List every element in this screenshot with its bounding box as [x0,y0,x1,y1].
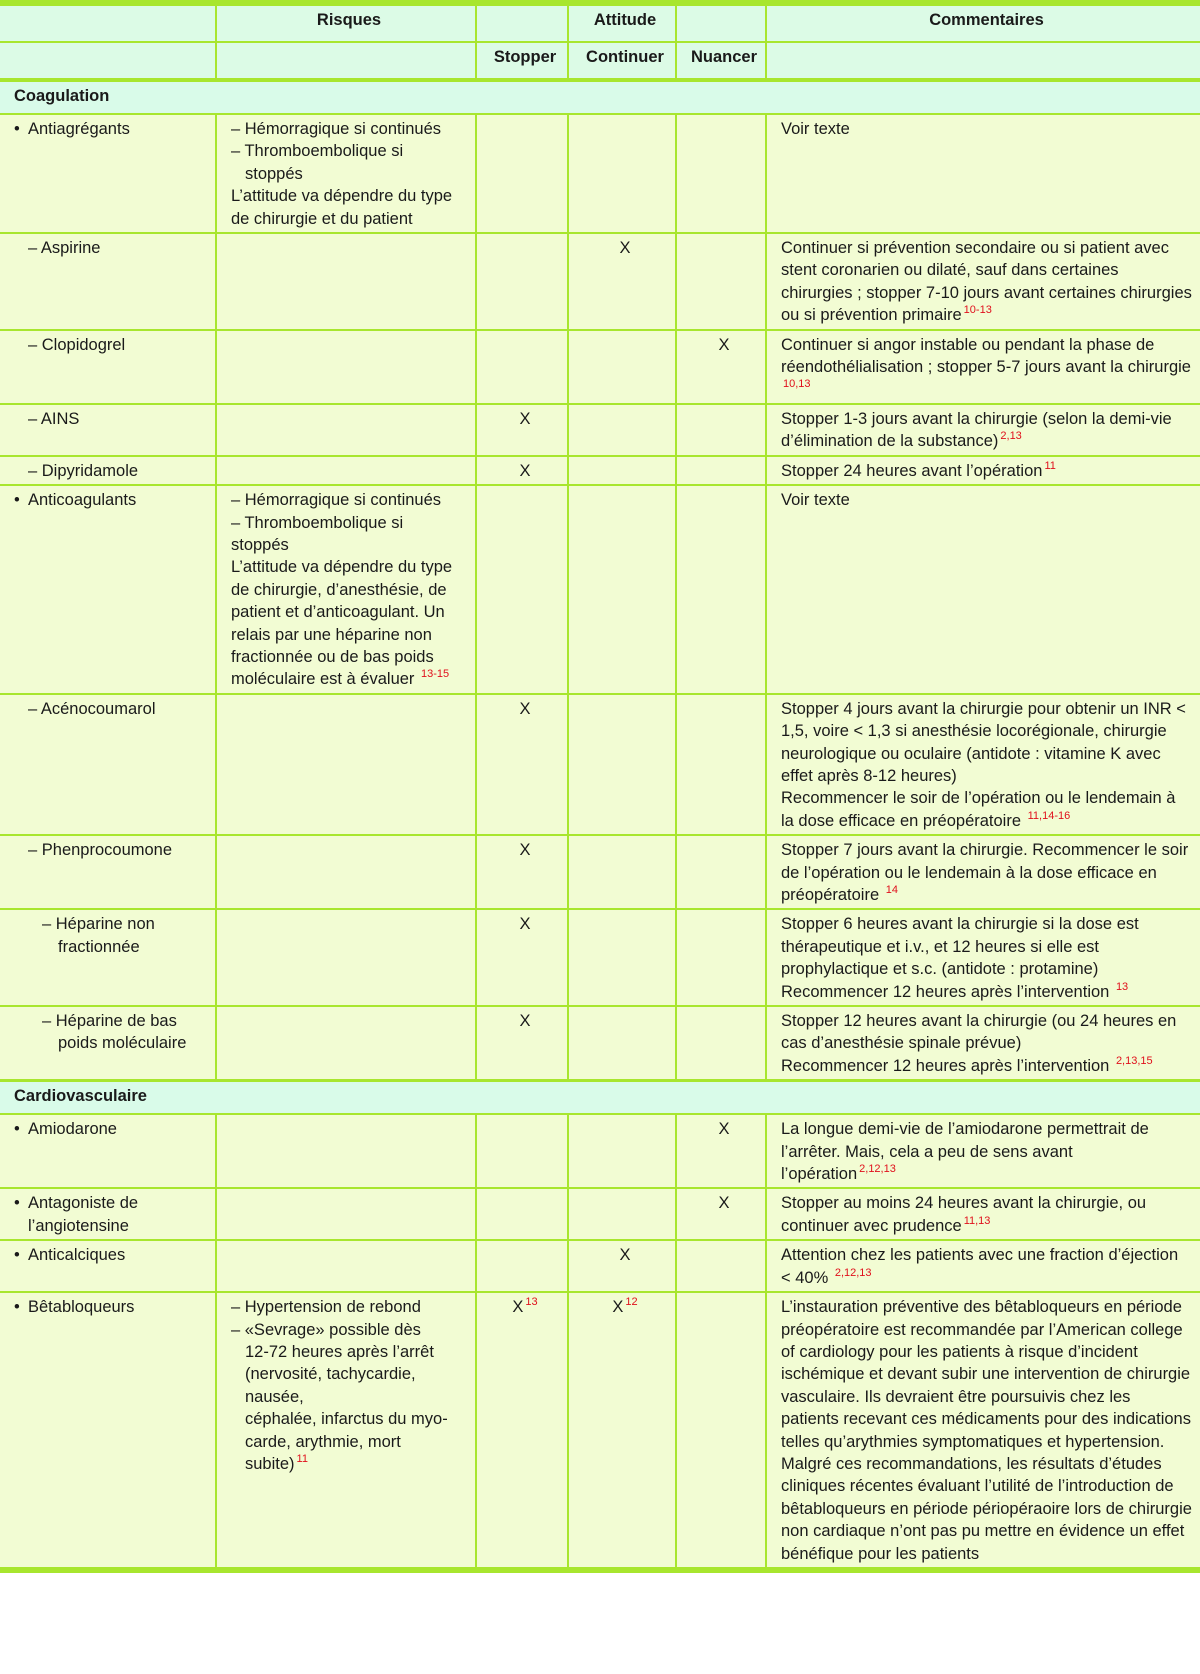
drug-name: Bêtabloqueurs [28,1298,135,1317]
reference-marker: 11 [296,1452,308,1465]
table-row [0,404,1200,456]
reference-marker: 2,12,13 [859,1163,896,1176]
comment-cell: Stopper 6 heures avant la chirurgie si la dose est thérapeutique et i.v., et 12 heures si elle est prophylactique et s.c. (antidote : protamine) Recommencer 12 heures après l’intervention $^{13}$ [766,909,1200,1006]
table-row [0,1188,1200,1240]
stop-mark: X [476,694,568,835]
continue-mark: X [612,1298,624,1317]
comment-cell: Continuer si prévention secondaire ou si patient avec stent coronarien ou dilaté, sauf dans certaines chirurgies ; stopper 7-10 jours avant certaines chirurgies ou si prévention primaire $^{10-13}$ [766,233,1200,330]
reference-marker: 2,12,13 [834,1266,872,1279]
table-row [0,114,1200,233]
reference-marker: 11,13 [963,1214,991,1227]
reference-marker: 13-15 [421,668,450,681]
comment-cell: Continuer si angor instable ou pendant la phase de réendothélialisation ; stopper 5-7 jours avant la chirurgie $^{10,13}$ [766,330,1200,404]
header-blank [0,3,216,42]
table-row [0,233,1200,330]
table-row [0,835,1200,909]
header-attitude: Attitude [568,3,676,42]
drug-name: Amiodarone [28,1120,117,1139]
header-risques: Risques [216,3,476,42]
section-title-coagulation: Coagulation [0,80,1200,114]
drug-name: – Aspirine [28,239,101,258]
table-row [0,1006,1200,1081]
table-row [0,694,1200,835]
stop-mark: X [476,404,568,456]
reference-marker: 2,13,15 [1115,1054,1153,1067]
nuance-mark: X [676,1114,766,1188]
table-row [0,1292,1200,1570]
bullet-icon: • [14,120,20,138]
comment-cell: L’instauration préventive des bêtabloqueurs en période préopératoire est recommandée par l’American college of cardiology pour les patients à risque d’incident ischémique et devant subir une intervention de chirurgie vasculaire. Ils devraient être poursuivis chez les patients recevant ces médicaments pour des indications telles qu’arythmies symptomatiques et hypertension. Malgré ces recommandations, les résultats d’études cliniques récentes évaluant l’utilité de l’introduction de bêtabloqueurs en période périopéraoire lors de chirurgie non cardiaque n’ont pas pu mettre en évidence un effet bénéfique pour les patients [766,1292,1200,1570]
header-blank-3 [676,3,766,42]
table-row [0,1240,1200,1292]
nuance-mark: X [676,1188,766,1240]
table-row [0,485,1200,694]
comment-cell: Stopper 24 heures avant l’opération $^{11}$ [766,456,1200,485]
bullet-icon: • [14,1298,20,1317]
risk-cell: – Hémorragique si continués – Thromboembolique si stoppés L’attitude va dépendre du type de chirurgie, d’anesthésie, de patient et d’anticoagulant. Un relais par une héparine non fractionnée ou de bas poids moléculaire est à évaluer $^{13-15}$ [216,485,476,694]
reference-marker: 10,13 [783,378,811,391]
drug-name: – Clopidogrel [28,335,126,354]
drug-name: – AINS [28,409,80,428]
drug-name: – Héparine non fractionnée [42,915,155,956]
comment-cell: Stopper au moins 24 heures avant la chirurgie, ou continuer avec prudence $^{11,13}$ [766,1188,1200,1240]
comment-cell: Stopper 1-3 jours avant la chirurgie (selon la demi-vie d’élimination de la substance) $^{2,13}$ [766,404,1200,456]
drug-name: – Acénocoumarol [28,699,156,718]
drug-name: – Dipyridamole [28,461,139,480]
header-commentaires: Commentaires [766,3,1200,42]
header-stopper: Stopper [476,42,568,80]
drug-name: Antiagrégants [28,120,130,138]
nuance-mark: X [676,330,766,404]
risk-cell: – Hypertension de rebond – «Sevrage» possible dès 12-72 heures après l’arrêt (nervosité, tachycardie, nausée, céphalée, infarctus du myo- carde, arythmie, mort subite) $^{11}$ [216,1292,476,1570]
comment-cell: La longue demi-vie de l’amiodarone permettrait de l’arrêter. Mais, cela a peu de sens avant l’opération $^{2,12,13}$ [766,1114,1200,1188]
reference-marker: 11 [1044,459,1056,472]
header-blank-2 [476,3,568,42]
drug-name: – Héparine de bas poids moléculaire [42,1012,187,1053]
drug-name: Antagoniste de l’angiotensine [28,1194,139,1235]
comment-cell: Voir texte [766,114,1200,233]
reference-marker: 14 [885,884,898,896]
continue-mark: X [568,233,676,330]
table-row [0,909,1200,1006]
risk-cell: – Hémorragique si continués – Thromboembolique si stoppés L’attitude va dépendre du type de chirurgie et du patient [216,114,476,233]
stop-mark: X [476,835,568,909]
stop-mark: X [512,1298,524,1317]
table-row [0,456,1200,485]
drug-name: – Phenprocoumone [28,841,173,860]
continue-mark: X [568,1240,676,1292]
stop-mark: X [476,909,568,1006]
header-continuer: Continuer [568,42,676,80]
comment-cell: Stopper 7 jours avant la chirurgie. Recommencer le soir de l’opération ou le lendemain à la dose efficace en préopératoire $^{14}$ [766,835,1200,909]
comment-cell: Voir texte [766,485,1200,694]
bullet-icon: • [14,491,20,510]
reference-marker: 13 [1115,980,1129,993]
table-row [0,1114,1200,1188]
drug-name: Anticoagulants [28,491,137,510]
bullet-icon: • [14,1246,20,1265]
bullet-icon: • [14,1194,20,1213]
reference-marker: 2,13 [1000,430,1022,443]
bullet-icon: • [14,1120,20,1139]
stop-mark: X [476,456,568,485]
reference-marker: 12 [625,1296,638,1309]
reference-marker: 13 [525,1296,538,1309]
reference-marker: 10-13 [963,304,992,317]
section-title-cardiovasculaire: Cardiovasculaire [0,1081,1200,1115]
stop-mark: X [476,1006,568,1081]
header-nuancer: Nuancer [676,42,766,80]
drug-name: Anticalciques [28,1246,126,1265]
comment-cell: Stopper 4 jours avant la chirurgie pour obtenir un INR < 1,5, voire < 1,3 si anesthésie locorégionale, chirurgie neurologique ou oculaire (antidote : vitamine K avec effet après 8-12 heures) Recommencer le soir de l’opération ou le lendemain à la dose efficace en préopératoire $^{11,14-16}$ [766,694,1200,835]
comment-cell: Stopper 12 heures avant la chirurgie (ou 24 heures en cas d’anesthésie spinale prévue) Recommencer 12 heures après l’intervention $^{2,13,15}$ [766,1006,1200,1081]
comment-cell: Attention chez les patients avec une fraction d’éjection < 40% $^{2,12,13}$ [766,1240,1200,1292]
reference-marker: 11,14-16 [1027,809,1071,822]
table-row [0,330,1200,404]
